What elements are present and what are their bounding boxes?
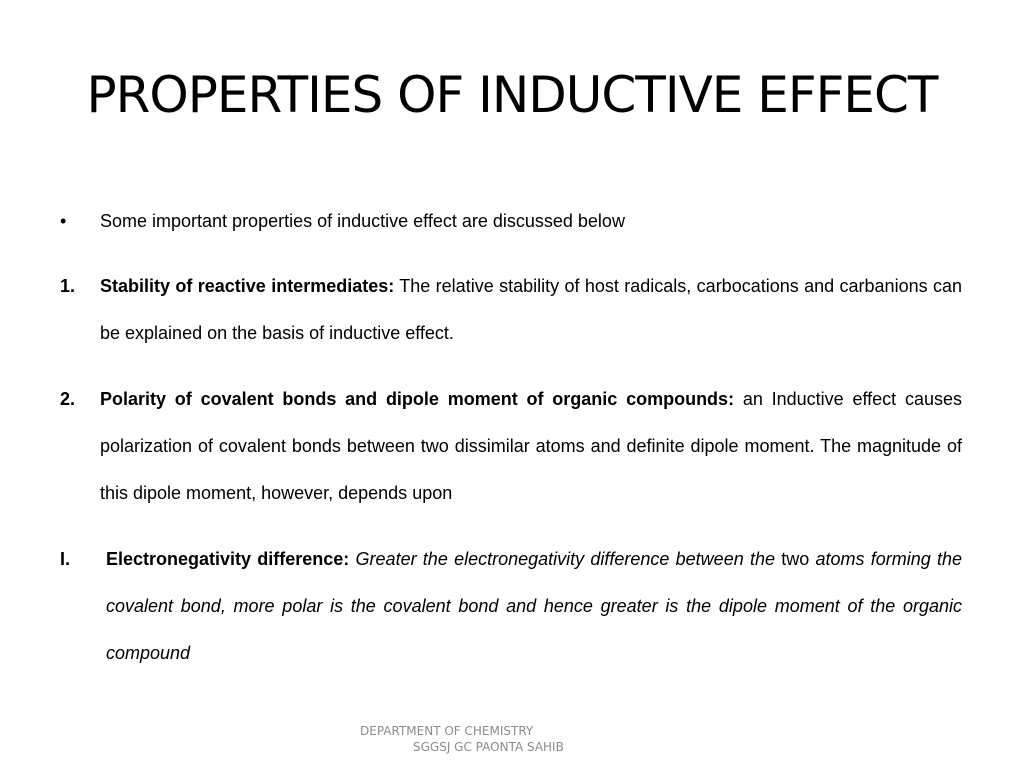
list-marker: 1. — [60, 276, 76, 296]
sub-item-heading: Electronegativity difference: — [106, 549, 350, 569]
sub-item-body — [106, 536, 962, 677]
list-item-text: The relative stability of host radicals, carbocations and carbanions can be explained on the basis of inductive effect. — [100, 276, 962, 343]
sub-item-text-italic-2: atoms forming the covalent bond, more polar is the covalent bond and hence greater is the dipole moment of the organic compound — [106, 549, 963, 663]
slide-footer — [360, 723, 564, 755]
slide-title: PROPERTIES OF INDUCTIVE EFFECT — [86, 66, 938, 124]
footer-college: SGGSJ GC PAONTA SAHIB — [413, 740, 564, 754]
list-item-body — [100, 263, 962, 357]
list-item-heading: Stability of reactive intermediates: — [100, 276, 395, 296]
list-item-text: an Inductive effect causes polarization of covalent bonds between two dissimilar atoms and definite dipole moment. The magnitude of this dipole moment, however, depends upon — [100, 389, 962, 503]
sub-item-text-italic: Greater the electronegativity difference between the — [349, 549, 775, 569]
sub-list-marker: I. — [60, 549, 71, 569]
sub-item-text-plain: two — [774, 549, 810, 569]
intro-text: Some important properties of inductive effect are discussed below — [100, 211, 625, 231]
footer-department: DEPARTMENT OF CHEMISTRY — [360, 724, 534, 738]
list-item-body — [100, 376, 962, 517]
list-marker: 2. — [60, 389, 76, 409]
list-item-heading: Polarity of covalent bonds and dipole moment of organic compounds: — [100, 389, 735, 409]
bullet-marker: • — [60, 211, 67, 231]
